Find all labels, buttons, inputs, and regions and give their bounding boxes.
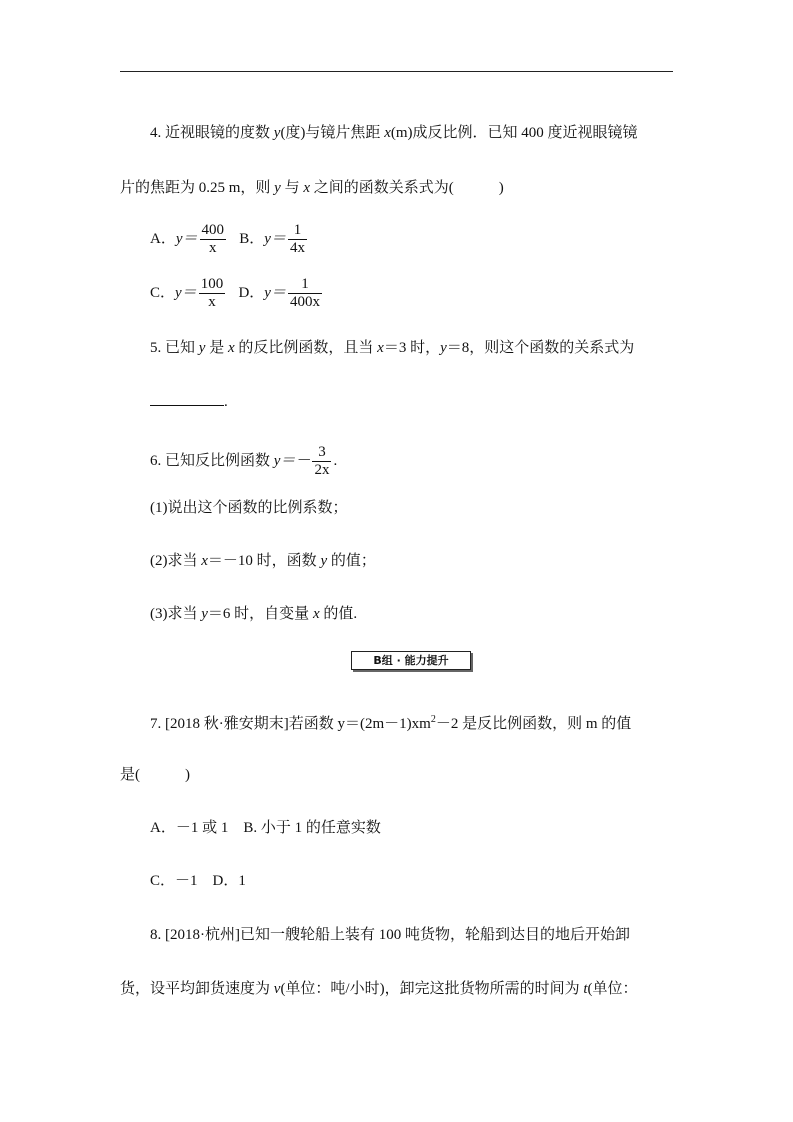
q8-line2: 货，设平均卸货速度为 v(单位：吨/小时)，卸完这批货物所需的时间为 t(单位：: [120, 981, 638, 997]
q7-options-cd: C．－1 D．1: [150, 873, 246, 889]
q4-optD-fraction: $\frac{1}{400x}$: [289, 276, 320, 310]
q5-answer-blank: .: [150, 391, 228, 412]
q8-line1: 8. [2018·杭州]已知一艘轮船上装有 100 吨货物，轮船到达目的地后开始卸: [150, 927, 630, 943]
q6-sub1: (1)说出这个函数的比例系数；: [150, 500, 348, 516]
q4-options-cd: C．y＝ $\frac{100}{x}$ D．y＝ $\frac{1}{400x}$: [150, 276, 320, 310]
q6-fraction: $\frac{3}{2x}$: [314, 444, 330, 478]
q4-optC-fraction: $\frac{100}{x}$: [200, 276, 224, 310]
q6-line1: 6. 已知反比例函数 y＝－ $\frac{3}{2x}$ .: [150, 444, 338, 478]
q7-line1: 7. [2018 秋·雅安期末]若函数 $y=(2m-1)xm^2-2$ 是反比例函数，则 m 的值: [150, 714, 632, 732]
header-rule: [120, 71, 673, 72]
q6-sub3: (3)求当 y＝6 时，自变量 x 的值.: [150, 606, 358, 622]
q4-optB-fraction: $\frac{1}{4x}$: [289, 222, 305, 256]
q4-line1: 4. 近视眼镜的度数 y(度)与镜片焦距 x(m)成反比例．已知 400 度近视眼镜镜: [150, 125, 638, 141]
q5-line1: 5. 已知 y 是 x 的反比例函数，且当 x＝3 时，y＝8，则这个函数的关系式为: [150, 340, 635, 356]
q4-line2: 片的焦距为 0.25 m，则 y 与 x 之间的函数关系式为( ): [120, 180, 504, 196]
q7-line2: 是( ): [120, 767, 190, 783]
section-badge: B组 · 能力提升: [351, 651, 471, 670]
q4-optA-fraction: $\frac{400}{x}$: [201, 222, 225, 256]
q7-options-ab: A．－1 或 1 B. 小于 1 的任意实数: [150, 820, 381, 836]
answer-blank: [150, 391, 224, 406]
q4-options-ab: A．y＝ $\frac{400}{x}$ B．y＝ $\frac{1}{4x}$: [150, 222, 305, 256]
q6-sub2: (2)求当 x＝－10 时，函数 y 的值；: [150, 553, 376, 569]
